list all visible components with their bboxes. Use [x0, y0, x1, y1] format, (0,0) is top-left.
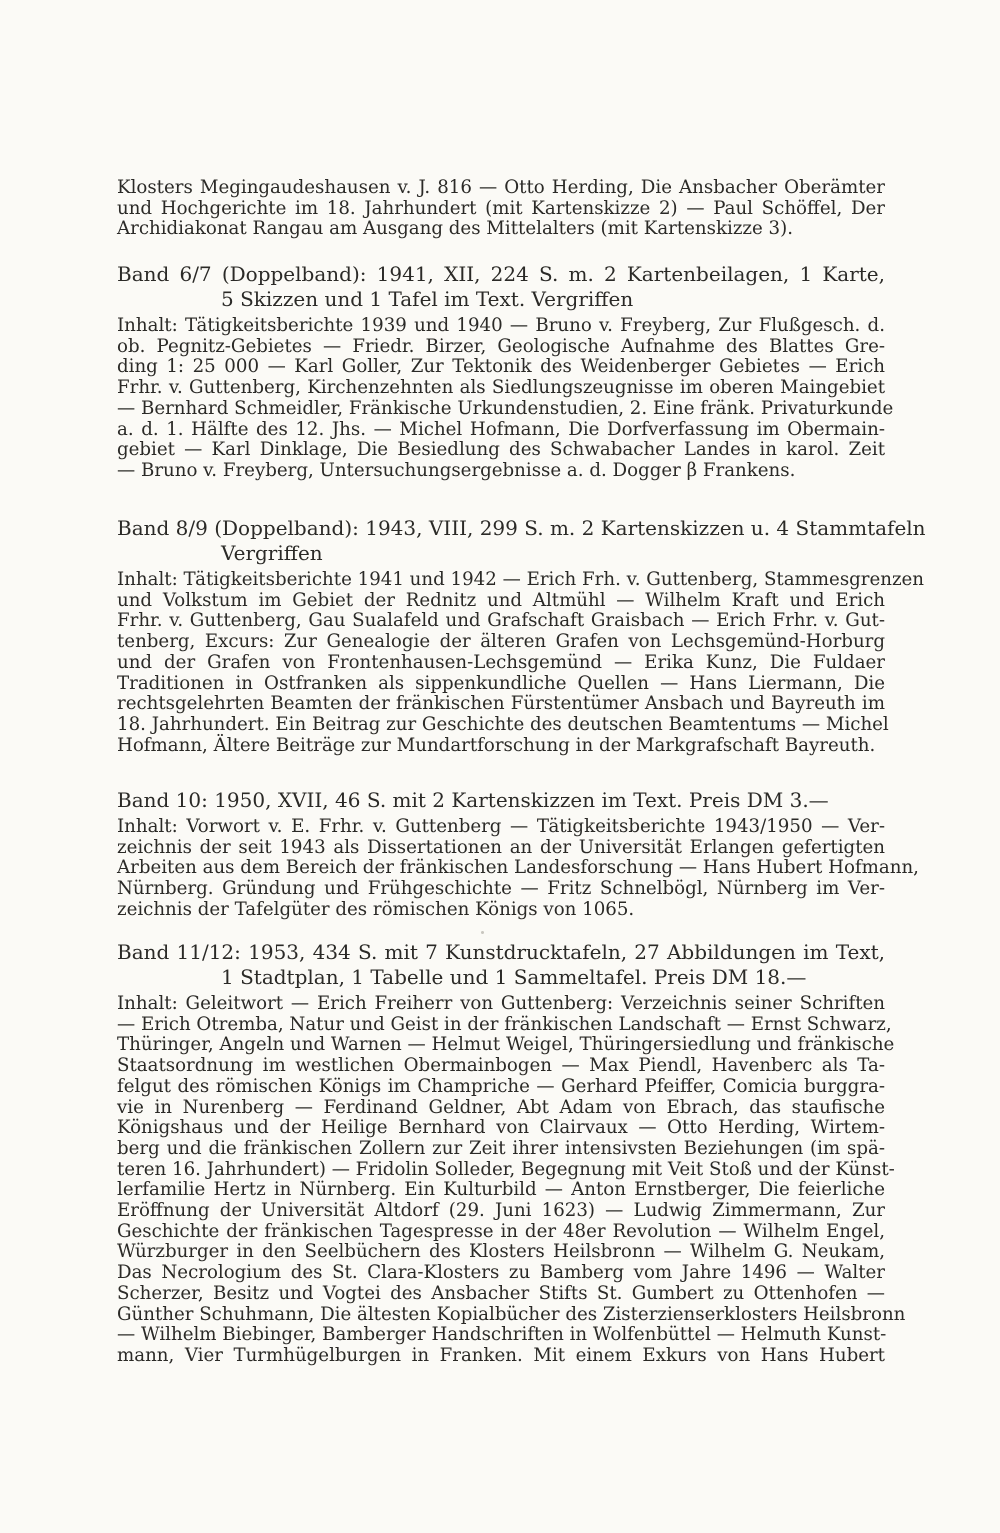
text-line: Arbeiten aus dem Bereich der fränkischen Landesforschung — Hans Hubert Hofmann,	[117, 857, 919, 879]
text-line: vie in Nurenberg — Ferdinand Geldner, Abt Adam von Ebrach, das staufische	[117, 1096, 885, 1118]
text-line: rechtsgelehrten Beamten der fränkischen Fürstentümer Ansbach und Bayreuth im	[117, 693, 885, 715]
text-line: zeichnis der Tafelgüter des römischen Königs von 1065.	[117, 898, 635, 920]
band-entry-6-7	[117, 262, 894, 482]
text-line: und Hochgerichte im 18. Jahrhundert (mit Kartenskizze 2) — Paul Schöffel, Der	[117, 197, 885, 219]
text-line: Günther Schuhmann, Die ältesten Kopialbücher des Zisterzienserklosters Heilsbronn	[117, 1303, 906, 1325]
speck	[481, 931, 484, 934]
text-line: Inhalt: Tätigkeitsberichte 1939 und 1940 — Bruno v. Freyberg, Zur Flußgesch. d.	[117, 315, 885, 336]
text-line: Geschichte der fränkischen Tagespresse in der 48er Revolution — Wilhelm Engel,	[117, 1220, 885, 1242]
band-entry-8-9	[117, 516, 926, 756]
text-line: a. d. 1. Hälfte des 12. Jhs. — Michel Hofmann, Die Dorfverfassung im Obermain-	[117, 418, 885, 440]
text-line: teren 16. Jahrhundert) — Fridolin Solleder, Begegnung mit Veit Stoß und der Künst-	[117, 1158, 895, 1180]
entry-heading: Band 8/9 (Doppelband): 1943, VIII, 299 S. m. 2 Kartenskizzen u. 4 Stammtafeln	[117, 516, 926, 540]
text-line: Traditionen in Ostfranken als sippenkundliche Quellen — Hans Liermann, Die	[117, 672, 885, 694]
text-line: gebiet — Karl Dinklage, Die Besiedlung des Schwabacher Landes in karol. Zeit	[117, 439, 885, 461]
text-line: Frhr. v. Guttenberg, Kirchenzehnten als Siedlungszeugnisse im oberen Maingebiet	[117, 377, 885, 399]
text-line: mann, Vier Turmhügelburgen in Franken. Mit einem Exkurs von Hans Hubert	[117, 1344, 885, 1366]
text-line: Scherzer, Besitz und Vogtei des Ansbacher Stifts St. Gumbert zu Ottenhofen —	[117, 1282, 885, 1304]
text-line: ob. Pegnitz-Gebietes — Friedr. Birzer, Geologische Aufnahme des Blattes Gre-	[117, 335, 885, 357]
text-line: berg und die fränkischen Zollern zur Zeit ihrer intensivsten Beziehungen (im spä-	[117, 1137, 885, 1159]
text-line: Frhr. v. Guttenberg, Gau Sualafeld und Grafschaft Graisbach — Erich Frhr. v. Gut-	[117, 610, 885, 632]
text-line: Inhalt: Vorwort v. E. Frhr. v. Guttenberg — Tätigkeitsberichte 1943/1950 — Ver-	[117, 816, 885, 837]
text-line: und Volkstum im Gebiet der Rednitz und Altmühl — Wilhelm Kraft und Erich	[117, 589, 885, 611]
text-line: ding 1: 25 000 — Karl Goller, Zur Tektonik des Weidenberger Gebietes — Erich	[117, 356, 885, 378]
entry-heading: Vergriffen	[221, 541, 323, 565]
entry-heading: Band 10: 1950, XVII, 46 S. mit 2 Kartenskizzen im Text. Preis DM 3.—	[117, 788, 829, 812]
text-line: Das Necrologium des St. Clara-Klosters zu Bamberg vom Jahre 1496 — Walter	[117, 1262, 885, 1284]
text-line: Staatsordnung im westlichen Obermainbogen — Max Piendl, Havenberc als Ta-	[117, 1055, 885, 1077]
text-line: tenberg, Excurs: Zur Genealogie der älteren Grafen von Lechsgemünd-Horburg	[117, 631, 885, 653]
text-line: Inhalt: Geleitwort — Erich Freiherr von Guttenberg: Verzeichnis seiner Schriften	[117, 993, 885, 1014]
entry-heading: 1 Stadtplan, 1 Tabelle und 1 Sammeltafel. Preis DM 18.—	[221, 965, 807, 989]
text-line: Königshaus und der Heilige Bernhard von Clairvaux — Otto Herding, Wirtem-	[117, 1117, 885, 1139]
text-line: Würzburger in den Seelbüchern des Klosters Heilsbronn — Wilhelm G. Neukam,	[117, 1241, 885, 1263]
entry-heading: 5 Skizzen und 1 Tafel im Text. Vergriffen	[221, 287, 634, 311]
text-line: Thüringer, Angeln und Warnen — Helmut Weigel, Thüringersiedlung und fränkische	[117, 1034, 895, 1056]
text-line: zeichnis der seit 1943 als Dissertationen an der Universität Erlangen gefertigten	[117, 836, 885, 858]
text-line: felgut des römischen Königs im Champriche — Gerhard Pfeiffer, Comicia burggra-	[117, 1075, 885, 1097]
entry-heading: Band 6/7 (Doppelband): 1941, XII, 224 S. m. 2 Kartenbeilagen, 1 Karte,	[117, 262, 885, 286]
band-entry-10	[117, 788, 919, 921]
text-line: Archidiakonat Rangau am Ausgang des Mittelalters (mit Kartenskizze 3).	[117, 218, 793, 240]
text-line: Klosters Megingaudeshausen v. J. 816 — Otto Herding, Die Ansbacher Oberämter	[117, 177, 885, 198]
text-line: — Bruno v. Freyberg, Untersuchungsergebnisse a. d. Dogger β Frankens.	[117, 459, 796, 481]
text-line: — Erich Otremba, Natur und Geist in der fränkischen Landschaft — Ernst Schwarz,	[117, 1013, 892, 1035]
text-line: lerfamilie Hertz in Nürnberg. Ein Kulturbild — Anton Ernstberger, Die feierliche	[117, 1179, 885, 1201]
intro-paragraph	[117, 178, 885, 240]
text-line: Nürnberg. Gründung und Frühgeschichte — Fritz Schnelbögl, Nürnberg im Ver-	[117, 878, 885, 900]
text-line: Hofmann, Ältere Beiträge zur Mundartforschung in der Markgrafschaft Bayreuth.	[117, 734, 876, 756]
text-line: — Bernhard Schmeidler, Fränkische Urkundenstudien, 2. Eine fränk. Privaturkunde	[117, 397, 894, 419]
text-line: — Wilhelm Biebinger, Bamberger Handschriften in Wolfenbüttel — Helmuth Kunst-	[117, 1324, 887, 1346]
text-line: 18. Jahrhundert. Ein Beitrag zur Geschichte des deutschen Beamtentums — Michel	[117, 713, 889, 735]
band-entry-11-12	[117, 940, 906, 1367]
text-line: Inhalt: Tätigkeitsberichte 1941 und 1942 — Erich Frh. v. Guttenberg, Stammesgrenzen	[117, 569, 925, 590]
text-line: und der Grafen von Frontenhausen-Lechsgemünd — Erika Kunz, Die Fuldaer	[117, 651, 885, 673]
text-line: Eröffnung der Universität Altdorf (29. Juni 1623) — Ludwig Zimmermann, Zur	[117, 1200, 885, 1222]
entry-heading: Band 11/12: 1953, 434 S. mit 7 Kunstdrucktafeln, 27 Abbildungen im Text,	[117, 940, 885, 964]
